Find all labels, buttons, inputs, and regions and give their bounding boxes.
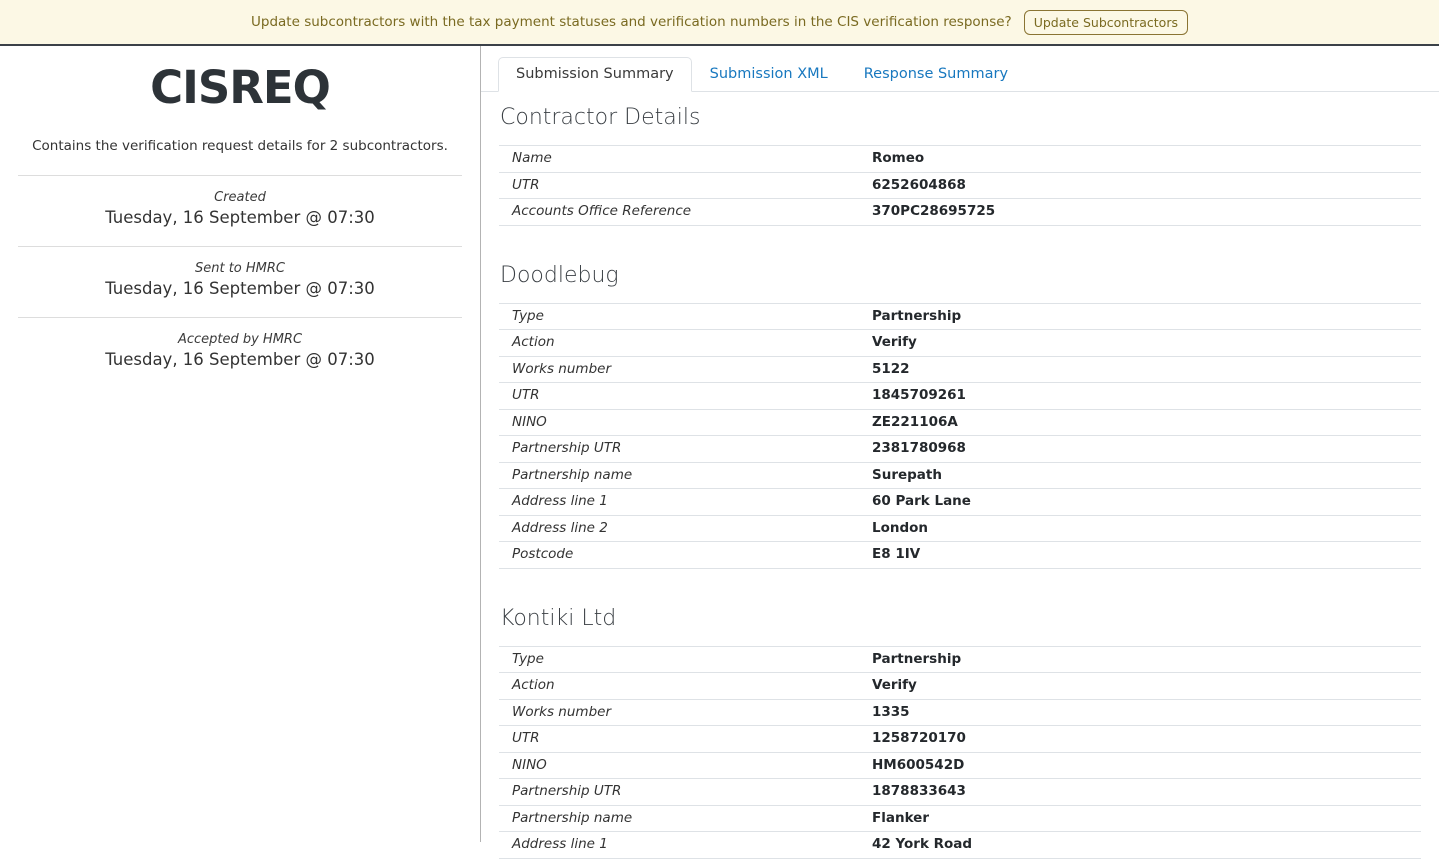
row-label: Type: [512, 307, 544, 324]
row-value: HM600542D: [872, 756, 965, 773]
event-timestamp: Tuesday, 16 September @ 07:30: [105, 349, 375, 369]
subcontractor-table: [499, 646, 1421, 859]
tab-bar: [481, 57, 1439, 92]
row-label: Address line 1: [512, 836, 608, 852]
row-label: NINO: [512, 413, 547, 430]
app-logo: CISREQ: [150, 61, 330, 114]
row-value: Flanker: [872, 809, 929, 826]
row-label: Address line 2: [512, 519, 608, 536]
table-row: [499, 699, 1421, 726]
row-value: 1258720170: [872, 730, 966, 746]
table-row: [499, 462, 1421, 489]
row-value: Partnership: [872, 307, 962, 324]
row-label: Action: [512, 677, 555, 693]
table-row: [499, 805, 1421, 832]
table-row: [499, 752, 1421, 779]
row-value: 6252604868: [872, 176, 966, 193]
row-value: 60 Park Lane: [872, 493, 971, 509]
event-accepted-by-hmrc: [0, 318, 480, 388]
row-label: Type: [512, 650, 544, 667]
row-value: 1878833643: [872, 783, 966, 799]
sidebar: [0, 46, 481, 842]
tab-submission-summary[interactable]: Submission Summary: [498, 57, 692, 92]
row-label: Action: [512, 334, 555, 350]
row-label: Address line 1: [512, 493, 608, 509]
row-label: Partnership UTR: [512, 440, 622, 456]
table-row: [499, 725, 1421, 752]
page-layout: [0, 46, 1439, 852]
row-value: Verify: [872, 677, 917, 693]
submission-summary-content: [481, 105, 1439, 859]
table-row: [499, 382, 1421, 409]
table-row: [499, 435, 1421, 462]
event-created: [0, 176, 480, 246]
row-value: 1335: [872, 703, 910, 720]
row-label: Works number: [512, 360, 611, 377]
section-title: Kontiki Ltd: [500, 605, 617, 631]
row-label: Partnership name: [512, 809, 633, 826]
row-value: Partnership: [872, 650, 962, 667]
subcontractor-table: [499, 303, 1421, 569]
row-value: 370PC28695725: [872, 203, 996, 219]
table-row: [499, 541, 1421, 569]
event-label: Accepted by HMRC: [177, 331, 303, 347]
table-row: [499, 488, 1421, 515]
contractor-details-table: [499, 145, 1421, 226]
table-row: [499, 172, 1421, 199]
table-row: [499, 646, 1421, 673]
event-label: Created: [214, 189, 266, 205]
request-description: Contains the verification request details for 2 subcontractors.: [32, 137, 448, 154]
main-panel: [481, 46, 1439, 852]
update-subcontractors-button[interactable]: Update Subcontractors: [1024, 10, 1188, 35]
event-label: Sent to HMRC: [194, 260, 285, 276]
table-row: [499, 515, 1421, 542]
tab-submission-xml[interactable]: Submission XML: [709, 66, 828, 82]
table-row: [499, 409, 1421, 436]
table-row: [499, 145, 1421, 172]
table-row: [499, 303, 1421, 330]
row-label: Postcode: [512, 546, 574, 562]
row-label: Partnership name: [512, 466, 633, 483]
row-value: London: [872, 519, 929, 536]
row-label: Works number: [512, 703, 611, 720]
section-title: Doodlebug: [500, 262, 619, 288]
event-sent-to-hmrc: [0, 247, 480, 317]
row-label: UTR: [512, 387, 540, 403]
row-label: UTR: [512, 730, 540, 746]
banner-message: Update subcontractors with the tax payment statuses and verification numbers in the CIS verification response?: [251, 14, 1012, 30]
update-banner: [0, 0, 1439, 46]
row-label: Accounts Office Reference: [512, 203, 692, 219]
table-row: [499, 831, 1421, 859]
row-label: UTR: [512, 176, 540, 193]
row-value: Verify: [872, 334, 917, 350]
row-value: 5122: [872, 360, 910, 377]
table-row: [499, 778, 1421, 805]
section-title: Contractor Details: [500, 105, 701, 130]
section-subcontractor-doodlebug: [499, 263, 1421, 569]
table-row: [499, 356, 1421, 383]
tab-response-summary[interactable]: Response Summary: [863, 66, 1009, 82]
section-subcontractor-kontiki: [499, 606, 1421, 859]
section-contractor-details: [499, 105, 1421, 226]
row-label: NINO: [512, 756, 547, 773]
event-timestamp: Tuesday, 16 September @ 07:30: [105, 278, 375, 298]
row-value: 2381780968: [872, 440, 966, 456]
row-value: E8 1IV: [872, 546, 921, 562]
event-timestamp: Tuesday, 16 September @ 07:30: [105, 207, 375, 227]
row-value: Romeo: [872, 150, 925, 166]
row-value: 1845709261: [872, 387, 966, 403]
table-row: [499, 672, 1421, 699]
row-label: Name: [512, 150, 552, 166]
row-value: ZE221106A: [872, 413, 958, 430]
row-value: Surepath: [872, 466, 942, 483]
table-row: [499, 329, 1421, 356]
table-row: [499, 198, 1421, 226]
row-value: 42 York Road: [872, 836, 973, 852]
row-label: Partnership UTR: [512, 783, 622, 799]
